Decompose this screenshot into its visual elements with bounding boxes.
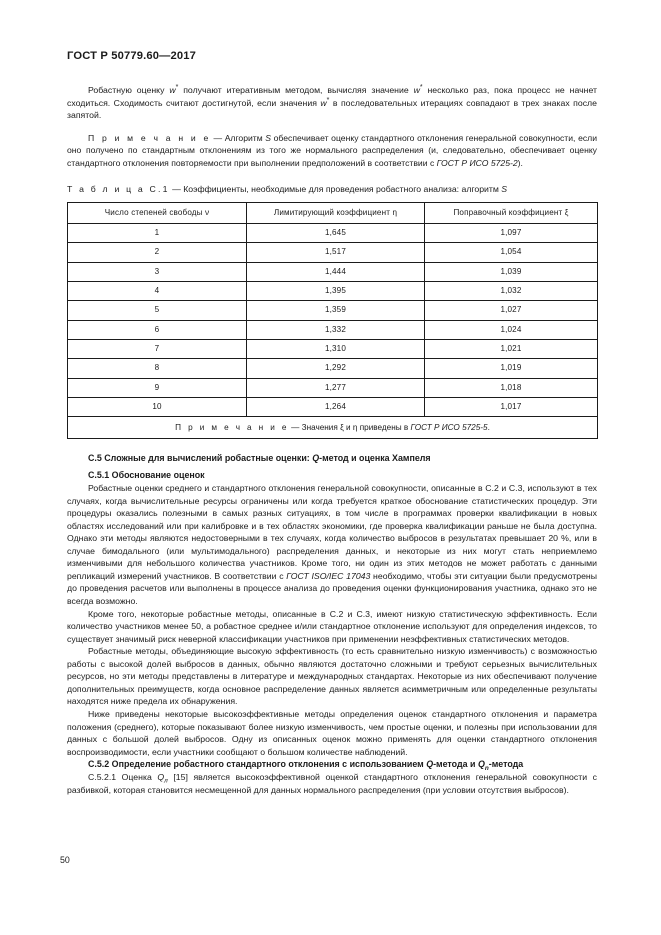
paragraph-c51-3: Робастные методы, объединяющие высокую эффективность (то есть сравнительно низкую изменчивость) с возможностью работы с высокой долей выбросов в данных, обычно являются достаточно сложными и требуют серьезных вычислительных ресурсов, но эти методы представлены в литературе и международных стандартах. Некоторые из них обеспечивают получение дополнительных преимуществ, когда основное распределение данных является асимметричным или определенные результаты находятся ниже предела их обнаружения. <box>67 646 597 707</box>
heading-c5-italic-q: Q <box>312 453 320 464</box>
heading-c52-italic-q1: Q <box>426 759 434 770</box>
symbol-w-2: w <box>413 85 420 95</box>
table-row <box>68 339 598 358</box>
cell-eta: 1,395 <box>247 282 425 301</box>
cell-xi: 1,097 <box>425 224 598 243</box>
table-row <box>68 359 598 378</box>
cell-xi: 1,032 <box>425 282 598 301</box>
table-row <box>68 378 598 397</box>
cell-nu: 4 <box>68 282 247 301</box>
heading-c5 <box>67 452 597 465</box>
heading-c52-subscript-n: n <box>484 764 489 772</box>
table-row <box>68 243 598 262</box>
table-header-row <box>68 203 598 224</box>
heading-c5-part-b: -метод и оценка Хампеля <box>319 453 431 464</box>
star-superscript-3: * <box>326 96 330 104</box>
cell-xi: 1,021 <box>425 339 598 358</box>
cell-xi: 1,054 <box>425 243 598 262</box>
table-footnote-label: П р и м е ч а н и е <box>175 423 289 433</box>
note-algorithm-s <box>67 132 597 170</box>
cell-nu: 2 <box>68 243 247 262</box>
table-footnote-part-b: . <box>487 423 490 433</box>
cell-xi: 1,017 <box>425 397 598 416</box>
table-caption-italic-s: S <box>501 184 508 195</box>
symbol-q-estimate: Q <box>157 772 165 783</box>
running-head: ГОСТ Р 50779.60—2017 <box>67 50 196 62</box>
table-caption-text: Коэффициенты, необходимые для проведения робастного анализа: алгоритм <box>183 184 502 195</box>
cell-nu: 9 <box>68 378 247 397</box>
table-footnote-row <box>68 417 598 439</box>
heading-c52-italic-q2: Q <box>477 759 485 770</box>
cell-eta: 1,517 <box>247 243 425 262</box>
column-header-limiting-coefficient: Лимитирующий коэффициент η <box>247 203 425 224</box>
coefficients-table <box>67 202 598 439</box>
note-dash: — <box>210 132 225 143</box>
paragraph-c51-4: Ниже приведены некоторые высокоэффективные методы определения оценок стандартного отклонения и параметра положения (среднего), которые показывают более низкую изменчивость, чем простые оценки, и полезны при использовании для данных с большой долей выбросов. Одну из описанных оценок можно применять для оценки стандартного отклонения воспроизводимости, если участники сообщают о большом количестве наблюдений. <box>67 708 597 757</box>
page-content <box>67 84 597 796</box>
cell-xi: 1,024 <box>425 320 598 339</box>
cell-nu: 6 <box>68 320 247 339</box>
para1-part-c: несколько раз, пока процесс не начнет сходиться. Сходимость считают достигнутой, если значения <box>67 85 597 108</box>
table-row <box>68 397 598 416</box>
paragraph-c521 <box>67 771 597 796</box>
c51-p1-part-a: Робастные оценки среднего и стандартного отклонения генеральной совокупности, описанные в C.2 и C.3, используют в тех случаях, когда вычислительные ресурсы ограничены или когда требуется краткое обоснование статистических процедур. Эти процедуры оказались полезными в самых разных ситуациях, в том числе в программах проверки квалификации в новых областях исследований или при калибровке и в тех областях экономики, где проверка квалификации раньше не была доступна. Однако эти методы являются недостоверными в тех случаях, когда количество выбросов в результатах превышает 20 %, или в случае бимодального (или мультимодального) распределения данных, и некоторые из них могут стать неприемлемо изменчивыми для небольшого количества участников. Кроме того, ни один из этих методов не может работать с данными репликаций измерений участников. В соответствии с <box>67 483 597 581</box>
paragraph-robust-estimate <box>67 84 597 122</box>
table-footnote-part-a: Значения ξ и η приведены в <box>301 423 411 433</box>
paragraph-c51-2: Кроме того, некоторые робастные методы, описанные в C.2 и C.3, имеют низкую статистическую эффективность. Если количество участников менее 50, а робастное среднее и/или стандартное отклонение используют для определения индексов, то существует значимый риск неверной классификации участников при применении неэффективных статистических методов. <box>67 608 597 644</box>
heading-c52-part-c: -метода <box>488 759 524 770</box>
heading-c5-part-a: C.5 Сложные для вычислений робастные оценки: <box>88 453 313 464</box>
column-header-degrees-of-freedom: Число степеней свободы ν <box>68 203 247 224</box>
star-superscript-2: * <box>419 84 423 92</box>
para1-part-d: в последовательных итерациях совпадают в трех знаках после запятой. <box>67 97 597 121</box>
cell-eta: 1,292 <box>247 359 425 378</box>
table-row <box>68 301 598 320</box>
cell-eta: 1,277 <box>247 378 425 397</box>
cell-eta: 1,645 <box>247 224 425 243</box>
cell-nu: 3 <box>68 262 247 281</box>
table-footnote-dash: — <box>288 423 302 433</box>
para1-part-a: Робастную оценку <box>88 85 170 95</box>
cell-eta: 1,359 <box>247 301 425 320</box>
cell-xi: 1,027 <box>425 301 598 320</box>
table-row <box>68 262 598 281</box>
paragraph-c51-1 <box>67 482 597 607</box>
cell-eta: 1,444 <box>247 262 425 281</box>
table-row <box>68 320 598 339</box>
page-number: 50 <box>60 855 70 865</box>
note-part-b: обеспечивает оценку стандартного отклонения генеральной совокупности, если оно получено по стандартным отклонениям из того же нормального распределения (и, следовательно, обеспечивает оценку стандартного отклонения повторяемости при выполнении предположений в соответствии с <box>67 132 597 168</box>
reference-gost-5725-5: ГОСТ Р ИСО 5725-5 <box>410 423 488 433</box>
cell-nu: 7 <box>68 339 247 358</box>
para1-part-b: получают итеративным методом, вычисляя значение <box>178 85 414 95</box>
table-caption-dash: — <box>169 184 184 195</box>
symbol-w-1: w <box>169 85 176 95</box>
c521-part-b: [15] является высокоэффективной оценкой стандартного отклонения генеральной совокупности с разбивкой, которая становится несмещенной для данных нормального распределения (при условии отсутствия выбросов). <box>67 772 597 795</box>
table-caption <box>67 183 597 195</box>
table-row <box>68 282 598 301</box>
note-label: П р и м е ч а н и е <box>88 132 211 143</box>
reference-gost-iso-iec-17043: ГОСТ ISO/IEC 17043 <box>286 570 371 581</box>
cell-eta: 1,264 <box>247 397 425 416</box>
star-superscript-1: * <box>175 84 179 92</box>
table-footnote <box>68 417 598 439</box>
cell-eta: 1,332 <box>247 320 425 339</box>
column-header-correction-coefficient: Поправочный коэффициент ξ <box>425 203 598 224</box>
heading-c52-part-a: C.5.2 Определение робастного стандартного отклонения с использованием <box>88 759 427 770</box>
c521-part-a: C.5.2.1 Оценка <box>88 772 158 783</box>
cell-nu: 8 <box>68 359 247 378</box>
note-part-c: ). <box>517 157 523 168</box>
cell-eta: 1,310 <box>247 339 425 358</box>
heading-c51: C.5.1 Обоснование оценок <box>88 470 205 481</box>
cell-nu: 10 <box>68 397 247 416</box>
table-caption-label: Т а б л и ц а C.1 <box>67 184 170 195</box>
cell-nu: 5 <box>68 301 247 320</box>
table-row <box>68 224 598 243</box>
symbol-w-3: w <box>320 97 327 108</box>
heading-c52 <box>67 758 597 771</box>
cell-xi: 1,018 <box>425 378 598 397</box>
heading-c52-part-b: -метода и <box>433 759 478 770</box>
symbol-algorithm-s: S <box>265 132 272 143</box>
cell-xi: 1,039 <box>425 262 598 281</box>
cell-nu: 1 <box>68 224 247 243</box>
c51-p1-part-b: необходимо, чтобы эти ситуации были предусмотрены до проведения расчетов или выполнены в процессе анализа до проведения оценки функционирования участника, однако это не всегда возможно. <box>67 570 597 607</box>
cell-xi: 1,019 <box>425 359 598 378</box>
symbol-q-subscript: л <box>164 777 168 785</box>
note-part-a: Алгоритм <box>224 132 266 143</box>
reference-gost-5725-2: ГОСТ Р ИСО 5725-2 <box>436 157 518 168</box>
